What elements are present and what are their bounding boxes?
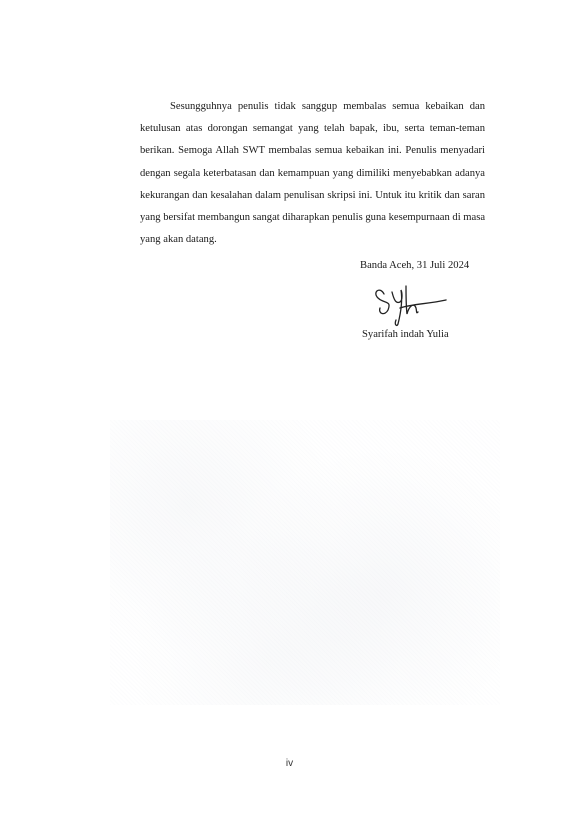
closing-paragraph bbox=[140, 96, 485, 251]
paragraph-line: yang bersifat membangun sangat diharapkan penulis guna kesempurnaan di masa bbox=[140, 212, 486, 224]
handwritten-signature bbox=[370, 282, 450, 328]
paragraph-line: dengan segala keterbatasan dan kemampuan yang dimiliki menyebabkan adanya bbox=[140, 167, 485, 179]
paragraph-line: kekurangan dan kesalahan dalam penulisan skripsi ini. Untuk itu kritik dan saran bbox=[140, 189, 485, 201]
scan-texture bbox=[110, 420, 500, 705]
paragraph-line: yang akan datang. bbox=[140, 234, 217, 246]
page-number: iv bbox=[285, 758, 294, 769]
place-and-date: Banda Aceh, 31 Juli 2024 bbox=[360, 260, 470, 271]
paragraph-line: Sesungguhnya penulis tidak sanggup membalas semua kebaikan dan bbox=[170, 101, 485, 112]
paragraph-line: berikan. Semoga Allah SWT membalas semua kebaikan ini. Penulis menyadari bbox=[140, 145, 485, 157]
signer-name: Syarifah indah Yulia bbox=[362, 329, 449, 340]
paragraph-line: ketulusan atas dorongan semangat yang telah bapak, ibu, serta teman-teman bbox=[140, 123, 485, 135]
